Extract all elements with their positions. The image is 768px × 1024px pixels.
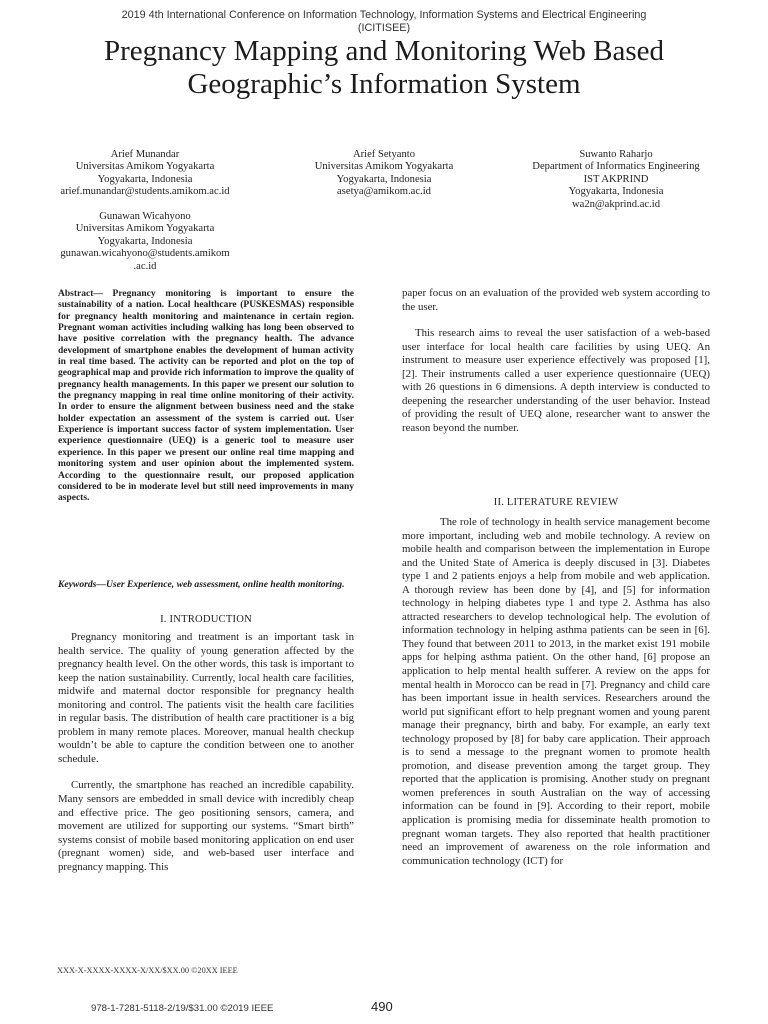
author-location: Yogyakarta, Indonesia [97, 235, 193, 247]
author-block-3 [511, 149, 721, 211]
author-location: Yogyakarta, Indonesia [97, 173, 193, 185]
literature-review-body [402, 516, 710, 868]
author-affiliation: Universitas Amikom Yogyakarta [75, 161, 215, 173]
author-email-line-2: .ac.id [133, 260, 157, 272]
author-block-4 [40, 211, 250, 273]
section-heading-literature-review: II. LITERATURE REVIEW [493, 497, 619, 508]
introduction-paragraph: Currently, the smartphone has reached an incredible capability. Many sensors are embedded in small device with incredibly cheap and effective price. The geo positioning sensors, camera, and movement are utilized for supporting our systems. “Smart birth” systems consist of mobile based monitoring application on end user (pregnant women) side, and web-based user interface and pregnancy mapping. This [58, 779, 354, 873]
keywords: Keywords—User Experience, web assessment, online health monitoring. [58, 579, 345, 590]
author-name: Gunawan Wicahyono [99, 211, 191, 222]
literature-paragraph: The role of technology in health service management become more important, including web and mobile technology. A review on mobile health and comparison between the implementation in Europe and the United State of America is deeply discused in [3]. Diabetes type 1 and 2 patients enjoys a help from mobile and web application. A thorough review has been done by [4], and [5] for information technology in helping diabetes type 1 and type 2. Asthma has also attracted researchers to develop technological help. The evolution of information technology in helping asthma patients can be seen in [6]. They found that between 2011 to 2013, in the market exist 191 mobile apps for helping asthma patient. On the other hand, [6] propose an application to help mental health sufferer. A review on the apps for mental health in Morocco can be read in [7]. Pregnancy and child care has been important issue in health services. Researchers around the world put significant effort to help pregnant women and young parent manage their pregnancy, birth and baby. For example, an early text technology proposed by [8] for baby care application. Their approach is to send a message to the pregnant women to promote health promotion, and disease prevention among the target group. They reported that the application is promising. Another study on pregnant women preferences in south Australian on the way of accessing information can be found in [9]. According to their report, mobile application is promising media for disseminate health promotion to pregnant woman targets. They also reported that health practitioner need an improvement of awareness on the role information and communication technology (ICT) for [402, 516, 710, 867]
author-affiliation: Department of Informatics Engineering [532, 161, 700, 173]
abstract [58, 289, 354, 505]
author-location: Yogyakarta, Indonesia [568, 186, 664, 198]
author-affiliation-2: IST AKPRIND [583, 173, 649, 185]
introduction-body [58, 631, 354, 874]
author-affiliation: Universitas Amikom Yogyakarta [314, 161, 454, 173]
title-line-1: Pregnancy Mapping and Monitoring Web Based [103, 35, 665, 67]
right-column-intro [402, 287, 710, 435]
introduction-paragraph: This research aims to reveal the user satisfaction of a web-based user interface for local health care facilities by using UEQ. An instrument to measure user experience effectively was proposed [1], [2]. Their instruments called a user experience questionnaire (UEQ) with 26 questions in 6 dimensions. A depth interview is conducted to deepening the researcher understanding of the user behavior. Instead of providing the result of UEQ alone, researcher want to answer the reason beyond the number. [402, 327, 710, 434]
author-email: arief.munandar@students.amikom.ac.id [60, 186, 230, 198]
author-name: Arief Setyanto [352, 149, 416, 160]
author-block-1 [40, 149, 250, 199]
conference-line-2: (ICITISEE) [357, 21, 411, 34]
author-affiliation: Universitas Amikom Yogyakarta [75, 223, 215, 235]
author-email: asetya@amikom.ac.id [337, 186, 431, 198]
page-number: 490 [371, 999, 393, 1014]
paper-title [20, 35, 748, 100]
author-block-2 [279, 149, 489, 199]
copyright-placeholder: XXX-X-XXXX-XXXX-X/XX/$XX.00 ©20XX IEEE [57, 966, 238, 975]
conference-header [20, 9, 748, 34]
author-name: Suwanto Raharjo [579, 149, 653, 160]
isbn-line: 978-1-7281-5118-2/19/$31.00 ©2019 IEEE [91, 1003, 274, 1014]
author-email-line-1: gunawan.wicahyono@students.amikom [60, 248, 230, 260]
section-heading-introduction: I. INTRODUCTION [160, 614, 252, 625]
introduction-continuation: paper focus on an evaluation of the provided web system according to the user. [402, 287, 710, 313]
title-line-2: Geographic’s Information System [187, 67, 581, 100]
abstract-text: Abstract— Pregnancy monitoring is important to ensure the sustainability of a nation. Local healthcare (PUSKESMAS) responsible for pregnancy health monitoring and maintenance in certain region. Pregnant woman activities including walking has long been observed to have positive correlation with the pregnancy health. The advance development of smartphone enables the development of human activity in real time based. The activity can be reported and plot on the top of geographical map and provide rich information to improve the quality of pregnancy health managements. In this paper we present our solution to the pregnancy mapping in real time online monitoring of their activity. In order to ensure the alignment between business need and the stake holder expectation an assessment of the system is carried out. User Experience is important success factor of system implementation. User experience questionnaire (UEQ) is a generic tool to measure user experience. In this paper we present our online real time mapping and monitoring system and user opinion about the implemented system. According to the questionnaire result, our proposed application considered to be in moderate level but still need improvements in many aspects. [58, 289, 354, 504]
author-name: Arief Munandar [110, 149, 180, 160]
introduction-paragraph: Pregnancy monitoring and treatment is an important task in health service. The quality of young generation affected by the pregnancy health level. On the other words, this task is important to keep the nation sustainability. Currently, local health care facilities, midwife and maternal doctor responsible for pregnancy health monitoring and control. The patients visit the health care facilities in regular basis. The distribution of health care practitioner is a big problem in many remote places. Moreover, manual health checkup wouldn’t be able to capture the condition between one to another schedule. [58, 631, 354, 765]
author-location: Yogyakarta, Indonesia [336, 173, 432, 185]
author-email: wa2n@akprind.ac.id [571, 198, 660, 210]
conference-line-1: 2019 4th International Conference on Information Technology, Information Systems and Electrical Engineering [121, 9, 647, 21]
